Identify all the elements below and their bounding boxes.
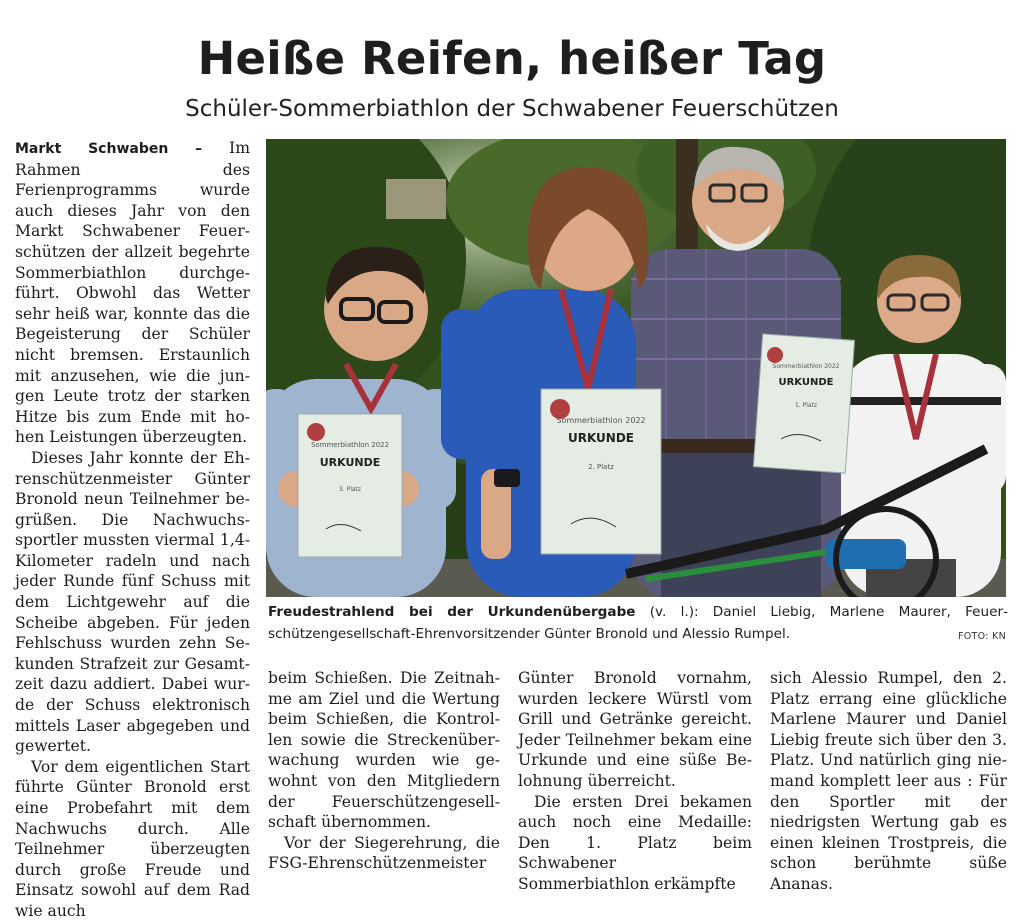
certificate-event: Sommerbiathlon 2022 — [772, 363, 840, 370]
certificate-place: 1. Platz — [794, 402, 818, 409]
paragraph — [15, 138, 250, 448]
certificate-3 — [753, 334, 854, 473]
paragraph: sich Alessio Rumpel, den 2. Platz errang eine glückliche Marlene Maurer und Daniel Liebig freute sich über den 3. Platz. Und natürlich ging niemand komplett leer aus : Für den Sportler mit der niedrigsten Wertung gab es einen kleinen Trostpreis, die schon berühmte süße Ananas. — [770, 669, 1007, 893]
article-column-4 — [770, 668, 1007, 895]
article-column-3 — [518, 668, 752, 895]
certificate-title: URKUNDE — [778, 377, 834, 388]
photo-caption — [268, 601, 1008, 645]
paragraph: Die ersten Drei bekamen auch noch eine Medaille: Den 1. Platz beim Schwabener Sommerbiathlon erkämpfte — [518, 792, 752, 893]
paragraph: Dieses Jahr konnte der Ehrenschützenmeister Günter Bronold neun Teilnehmer begrüßen. Die Nachwuchssportler mussten viermal 1,4-Kilometer radeln und nach jeder Runde fünf Schuss mit dem Lichtgewehr auf die Scheibe abgeben. Für jeden Fehlschuss wurden zehn Sekunden Strafzeit zur Gesamtzeit dazu addiert. Dabei wurde der Schuss elektronisch mittels Laser abgegeben und gewertet. — [15, 448, 250, 756]
article-column-1 — [15, 138, 250, 922]
caption-lead: Freudestrahlend bei der Urkundenübergabe — [268, 604, 636, 620]
paragraph: beim Schießen. Die Zeitnahme am Ziel und die Wertung beim Schießen, die Kontrollen sowie die Streckenüberwachung wurden wie gewohnt von den Mitgliedern der Feuerschützengesellschaft übernommen. — [268, 669, 500, 832]
certificate-title: URKUNDE — [319, 456, 381, 469]
headline: Heiße Reifen, heißer Tag — [197, 32, 827, 85]
certificate-title: URKUNDE — [567, 431, 635, 445]
paragraph: Vor der Siegerehrung, die FSG-Ehrenschützenmeister — [268, 833, 500, 873]
article-photo — [266, 139, 1006, 597]
paragraph: Vor dem eigentlichen Start führte Günter Bronold erst eine Probefahrt mit dem Nachwuchs durch. Alle Teilnehmer überzeugten durch große Freude und Einsatz sowohl auf dem Rad wie auch — [15, 757, 250, 920]
certificate-2 — [541, 389, 661, 554]
article-column-2 — [268, 668, 500, 874]
dateline: Markt Schwaben – — [15, 141, 203, 157]
paragraph: Günter Bronold vornahm, wurden leckere Würstl vom Grill und Getränke gereicht. Jeder Teilnehmer bekam eine Urkunde und eine süße Belohnung überreicht. — [518, 669, 752, 790]
certificate-place: 2. Platz — [588, 463, 614, 471]
photo-credit: FOTO: KN — [957, 631, 1006, 642]
caption-text: (v. l.): Daniel Liebig, Marlene Maurer, Feuerschützengesellschaft-Ehrenvorsitzender Günter Bronold und Alessio Rumpel. — [268, 604, 1009, 642]
subheadline: Schüler-Sommerbiathlon der Schwabener Feuerschützen — [185, 96, 839, 122]
certificate-event: Sommerbiathlon 2022 — [310, 441, 390, 449]
paragraph-text: Im Rahmen des Ferienprogramms wurde auch dieses Jahr von den Markt Schwabener Feuerschützen der allzeit begehrte Sommerbiathlon durchgeführt. Obwohl das Wetter sehr heiß war, konnte das die Begeisterung der Schüler nicht bremsen. Erstaunlich mit anzusehen, wie die jungen Leute trotz der starken Hitze bis zum Ende mit hohen Leistungen überzeugten. — [15, 139, 250, 447]
certificate-event: Sommerbiathlon 2022 — [556, 416, 646, 425]
certificate-place: 3. Platz — [338, 486, 362, 493]
certificate-1 — [298, 414, 402, 557]
